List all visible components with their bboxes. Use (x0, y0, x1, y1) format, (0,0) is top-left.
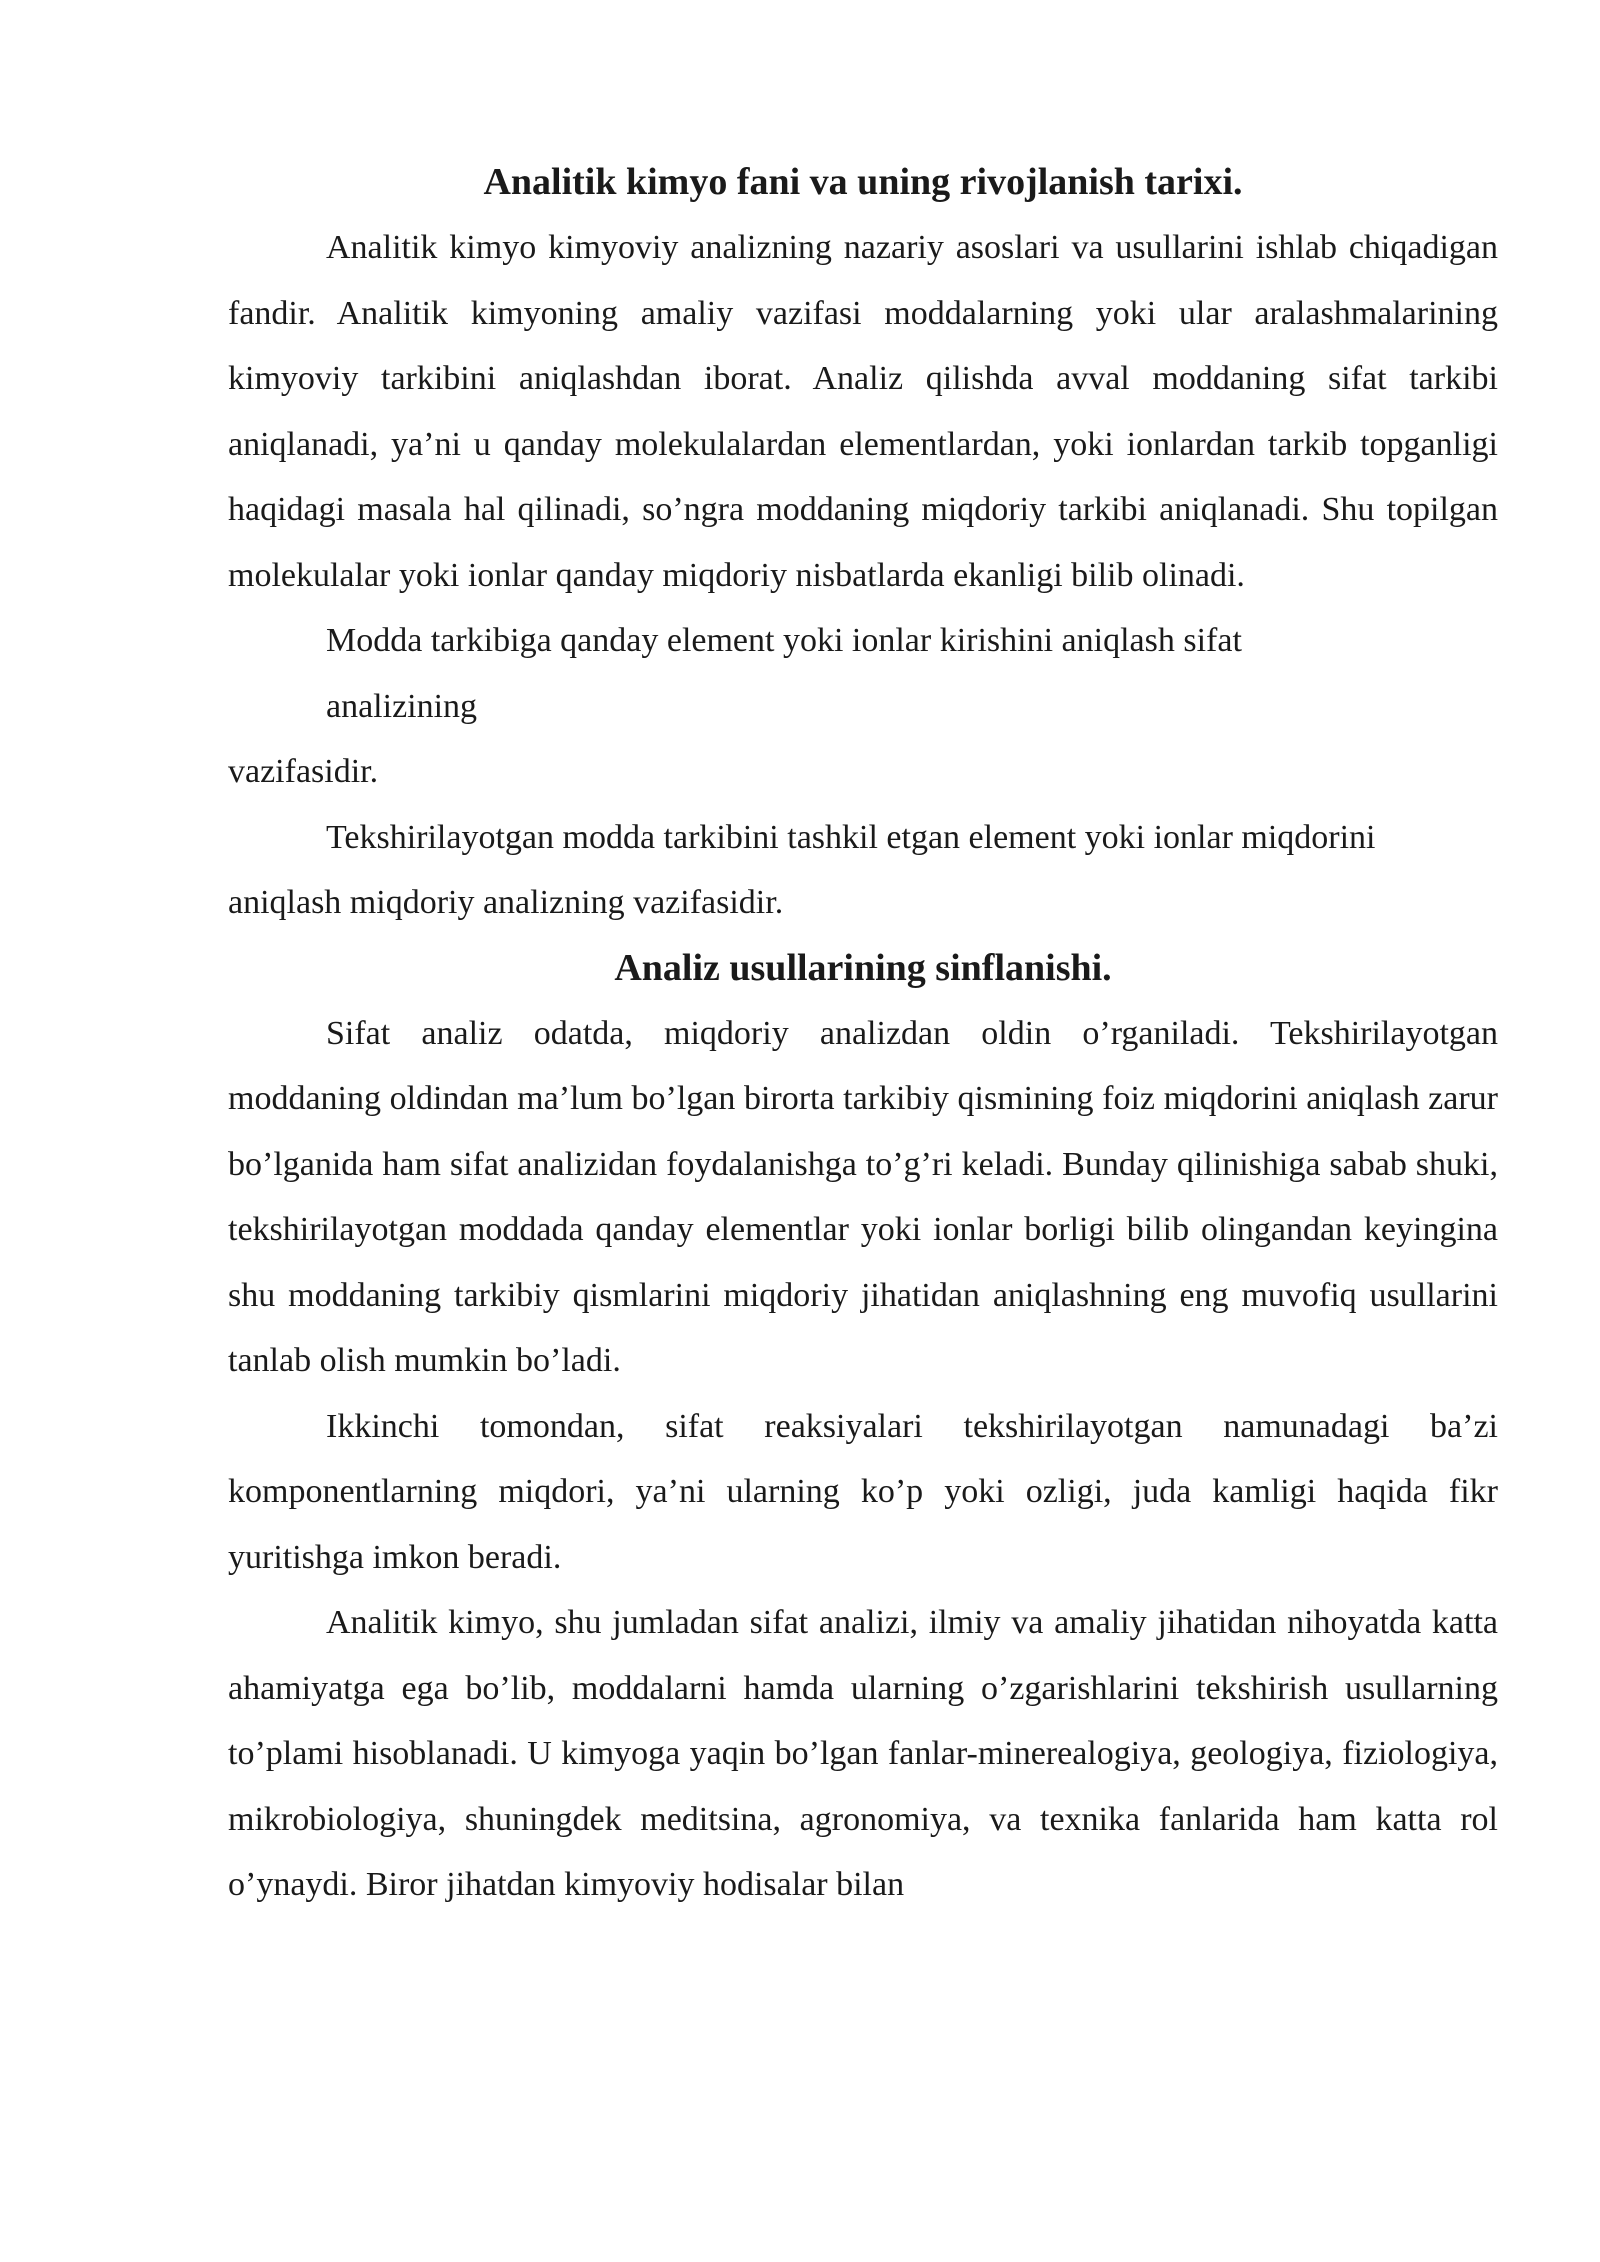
paragraph-quantity-analysis-lead: Tekshirilayotgan modda tarkibini tashkil etgan element yoki ionlar miqdorini (326, 818, 1376, 856)
paragraph-intro: Analitik kimyo kimyoviy analizning nazariy asoslari va usullarini ishlab chiqadigan fandir. Analitik kimyoning amaliy vazifasi moddalarning yoki ular aralashmalarining kimyoviy tarkibini aniqlashdan iborat. Analiz qilishda avval moddaning sifat tarkibi aniqlanadi, ya’ni u qanday molekulalardan elementlardan, yoki ionlardan tarkib topganligi haqidagi masala hal qilinadi, so’ngra moddaning miqdoriy tarkibi aniqlanadi. Shu topilgan molekulalar yoki ionlar qanday miqdoriy nisbatlarda ekanligi bilib olinadi. (228, 229, 1498, 594)
paragraph-classification-3: Analitik kimyo, shu jumladan sifat analizi, ilmiy va amaliy jihatidan nihoyatda katta ahamiyatga ega bo’lib, moddalarni hamda ularning o’zgarishlarini tekshirish usullarning to’plami hisoblanadi. U kimyoga yaqin bo’lgan fanlar-minerealogiya, geologiya, fiziologiya, mikrobiologiya, shuningdek meditsina, agronomiya, va texnika fanlarida ham katta rol o’ynaydi. Biror jihatdan kimyoviy hodisalar bilan (228, 1604, 1498, 1903)
paragraph-quality-analysis-lead: Modda tarkibiga qanday element yoki ionlar kirishini aniqlash sifat analizining (326, 622, 1242, 725)
section-title-history: Analitik kimyo fani va uning rivojlanish tarixi. (483, 161, 1243, 203)
paragraph-quality-analysis-tail: vazifasidir. (228, 753, 379, 790)
paragraph-classification-1: Sifat analiz odatda, miqdoriy analizdan oldin o’rganiladi. Tekshirilayotgan moddaning oldindan ma’lum bo’lgan birorta tarkibiy qismining foiz miqdorini aniqlash zarur bo’lganida ham sifat analizidan foydalanishga to’g’ri keladi. Bunday qilinishiga sabab shuki, tekshirilayotgan moddada qanday elementlar yoki ionlar borligi bilib olingandan keyingina shu moddaning tarkibiy qismlarini miqdoriy jihatidan aniqlashning eng muvofiq usullarini tanlab olish mumkin bo’ladi. (228, 1014, 1498, 1379)
document-page (228, 150, 1498, 1918)
section-title-classification: Analiz usullarining sinflanishi. (614, 946, 1112, 989)
paragraph-quantity-analysis-tail: aniqlash miqdoriy analizning vazifasidir. (228, 884, 784, 921)
paragraph-classification-2: Ikkinchi tomondan, sifat reaksiyalari tekshirilayotgan namunadagi ba’zi komponentlarning miqdori, ya’ni ularning ko’p yoki ozligi, juda kamligi haqida fikr yuritishga imkon beradi. (228, 1407, 1498, 1576)
